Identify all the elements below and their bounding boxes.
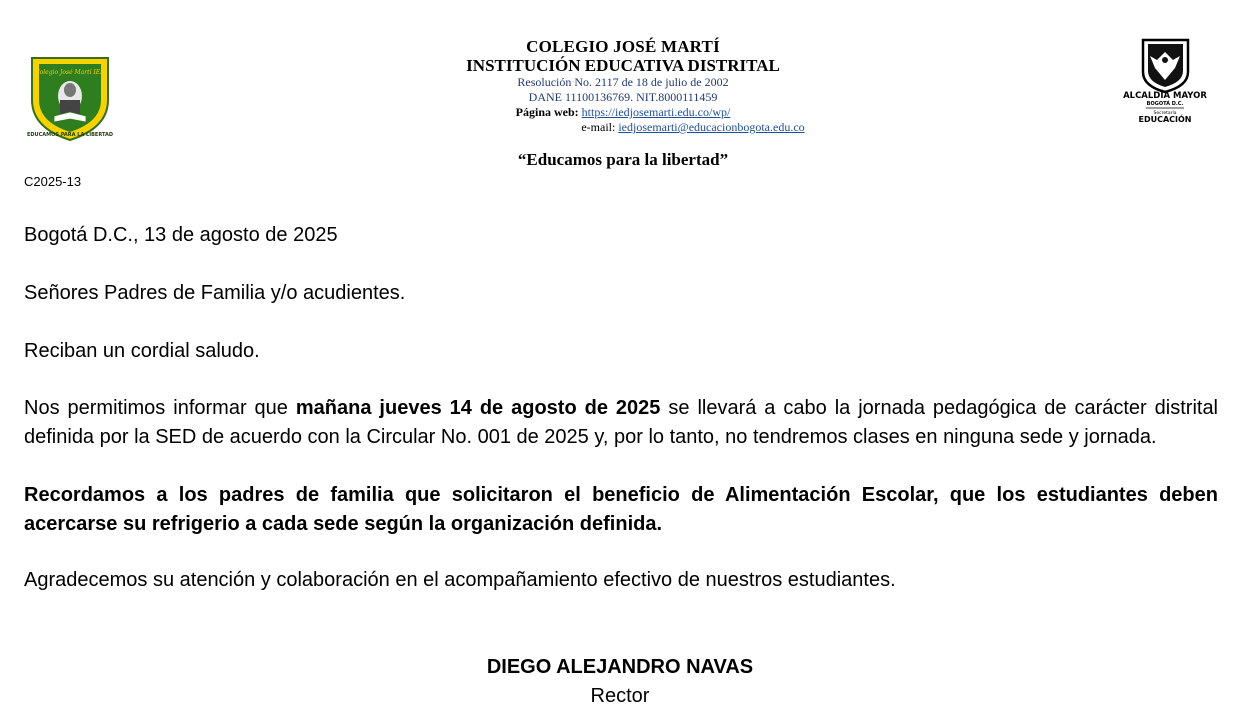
- info-text-post: se llevará a cabo la jornada pedagógica de carácter distrital definida por la SED de acuerdo con la Circular No. 001 de 2025 y, por lo tanto, no tendremos clases en ninguna sede y jornada.: [24, 397, 1219, 448]
- info-text-highlight: mañana jueves 14 de agosto de 2025: [295, 397, 661, 419]
- signer-role: Rector: [590, 685, 650, 707]
- web-line: [340, 105, 906, 120]
- info-paragraph: [24, 394, 1218, 452]
- svg-text:Colegio José Martí IED: Colegio José Martí IED: [35, 69, 105, 76]
- alcaldia-line4: EDUCACIÓN: [1138, 115, 1192, 124]
- dane-nit-line: DANE 11100136769. NIT.8000111459: [528, 90, 718, 104]
- document-code: C2025-13: [24, 174, 82, 189]
- alcaldia-line2: BOGOTÁ D.C.: [1146, 101, 1184, 107]
- institution-type: INSTITUCIÓN EDUCATIVA DISTRITAL: [466, 56, 780, 75]
- school-crest-logo: [24, 50, 116, 142]
- school-name: COLEGIO JOSÉ MARTÍ: [526, 37, 720, 56]
- bogota-coat-of-arms-logo: [1118, 38, 1212, 130]
- info-text-pre: Nos permitimos informar que: [24, 397, 296, 419]
- school-motto: “Educamos para la libertad”: [517, 150, 729, 169]
- resolution-line: Resolución No. 2117 de 18 de julio de 2002: [517, 75, 729, 89]
- web-link[interactable]: https://iedjosemarti.edu.co/wp/: [581, 105, 731, 119]
- email-line: [410, 120, 976, 135]
- alcaldia-line3: Secretaría: [1153, 111, 1177, 116]
- greeting-line: Señores Padres de Familia y/o acudientes.: [24, 282, 406, 304]
- alcaldia-line1: ALCALDÍA MAYOR: [1123, 91, 1207, 101]
- thanks-paragraph: Agradecemos su atención y colaboración en el acompañamiento efectivo de nuestros estudiantes.: [24, 569, 896, 591]
- web-label: Página web:: [515, 105, 579, 119]
- date-line: Bogotá D.C., 13 de agosto de 2025: [24, 224, 338, 246]
- salutation-line: Reciban un cordial saludo.: [24, 340, 260, 362]
- signer-name: DIEGO ALEJANDRO NAVAS: [486, 656, 754, 678]
- reminder-paragraph: Recordamos a los padres de familia que solicitaron el beneficio de Alimentación Escolar, que los estudiantes deben acercarse su refrigerio a cada sede según la organización definida.: [24, 484, 1218, 535]
- email-link[interactable]: iedjosemarti@educacionbogota.edu.co: [618, 120, 805, 134]
- svg-text:EDUCAMOS PARA LA LIBERTAD: EDUCAMOS PARA LA LIBERTAD: [26, 132, 114, 138]
- email-label: e-mail:: [581, 120, 616, 134]
- letterhead: [340, 37, 906, 135]
